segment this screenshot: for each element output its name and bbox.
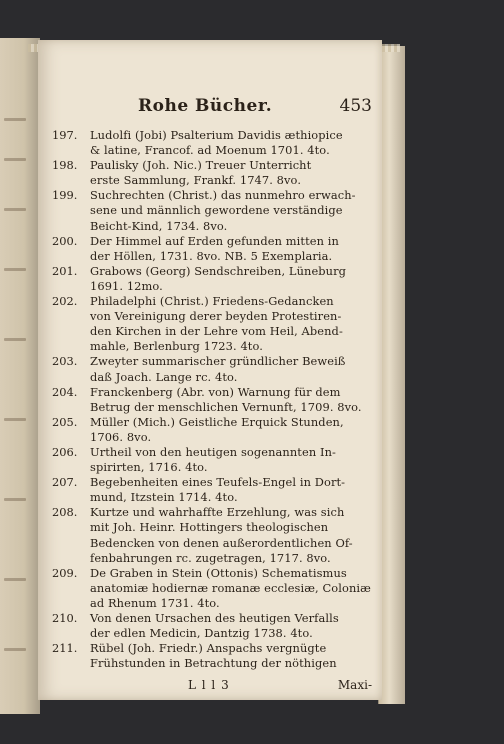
entry-text: Urtheil von den heutigen sogenannten In- spirirten, 1716. 4to. — [90, 444, 336, 475]
running-title: Rohe Bücher. — [138, 96, 273, 116]
entry-number: 207. — [52, 475, 78, 490]
page-footer — [38, 678, 382, 696]
entry-number: 205. — [52, 414, 78, 429]
entry-number: 203. — [52, 354, 78, 369]
entry-text: Zweyter summarischer gründlicher Beweiß daß Joach. Lange rc. 4to. — [90, 354, 346, 384]
list-item — [52, 566, 374, 611]
entry-number: 202. — [52, 294, 78, 309]
list-item — [52, 158, 374, 188]
facing-page-edge — [0, 38, 40, 714]
entry-number: 201. — [52, 263, 78, 278]
entry-number: 211. — [52, 641, 78, 656]
entry-number: 210. — [52, 611, 78, 625]
entry-text: Franckenberg (Abr. von) Warnung für dem Betrug der menschlichen Vernunft, 1709. 8vo. — [90, 384, 362, 414]
list-item — [52, 415, 374, 445]
entry-text: Rübel (Joh. Friedr.) Anspachs vergnügte Frühstunden in Betrachtung der nöthigen — [90, 641, 337, 671]
entry-number: 198. — [52, 158, 78, 173]
entry-text: Paulisky (Joh. Nic.) Treuer Unterricht erste Sammlung, Frankf. 1747. 8vo. — [90, 158, 312, 188]
entry-text: De Graben in Stein (Ottonis) Schematismus anatomiæ hodiernæ romanæ ecclesiæ, Coloniæ ad Rhenum 1731. 4to. — [90, 565, 371, 610]
entry-number: 208. — [52, 505, 78, 520]
list-item — [52, 234, 374, 264]
entry-text: Müller (Mich.) Geistliche Erquick Stunden, 1706. 8vo. — [90, 414, 344, 444]
list-item — [52, 505, 374, 565]
list-item — [52, 385, 374, 415]
entry-text: Begebenheiten eines Teufels-Engel in Dort- mund, Itzstein 1714. 4to. — [90, 475, 346, 505]
page-number: 453 — [339, 96, 372, 116]
entry-text: Der Himmel auf Erden gefunden mitten in der Höllen, 1731. 8vo. NB. 5 Exemplaria. — [90, 233, 339, 263]
entry-number: 197. — [52, 128, 78, 142]
entry-number: 204. — [52, 384, 78, 399]
entry-text: Suchrechten (Christ.) das nunmehro erwach- sene und männlich gewordene verständige Beicht-Kind, 1734. 8vo. — [90, 188, 356, 233]
entry-number: 200. — [52, 233, 78, 248]
entry-text: Grabows (Georg) Sendschreiben, Lüneburg 1691. 12mo. — [90, 263, 347, 293]
list-item — [52, 611, 374, 641]
list-item — [52, 264, 374, 294]
book-page — [38, 40, 382, 700]
list-item — [52, 128, 374, 158]
catchword: Maxi- — [337, 678, 372, 692]
list-item — [52, 475, 374, 505]
entry-text: Kurtze und wahrhaffte Erzehlung, was sich mit Joh. Heinr. Hottingers theologischen Bedencken von denen außerordentlichen Of- fenbahrungen rc. zugetragen, 1717. 8vo. — [90, 505, 353, 565]
entry-number: 199. — [52, 188, 78, 203]
signature-mark: L l l 3 — [188, 678, 230, 692]
list-item — [52, 294, 374, 354]
entry-number: 206. — [52, 444, 78, 459]
entry-text: Von denen Ursachen des heutigen Verfalls der edlen Medicin, Dantzig 1738. 4to. — [90, 611, 339, 641]
page-block-edge — [378, 46, 405, 704]
entry-list — [52, 128, 374, 671]
entry-text: Philadelphi (Christ.) Friedens-Gedancken von Vereinigung derer beyden Protestiren- den Kirchen in der Lehre vom Heil, Abend- mahle, Berlenburg 1723. 4to. — [90, 294, 343, 354]
entry-number: 209. — [52, 565, 78, 580]
page-header — [38, 96, 382, 124]
entry-text: Ludolfi (Jobi) Psalterium Davidis æthiopice & latine, Francof. ad Moenum 1701. 4to. — [90, 128, 343, 158]
list-item — [52, 445, 374, 475]
list-item — [52, 354, 374, 384]
list-item — [52, 641, 374, 671]
list-item — [52, 188, 374, 233]
